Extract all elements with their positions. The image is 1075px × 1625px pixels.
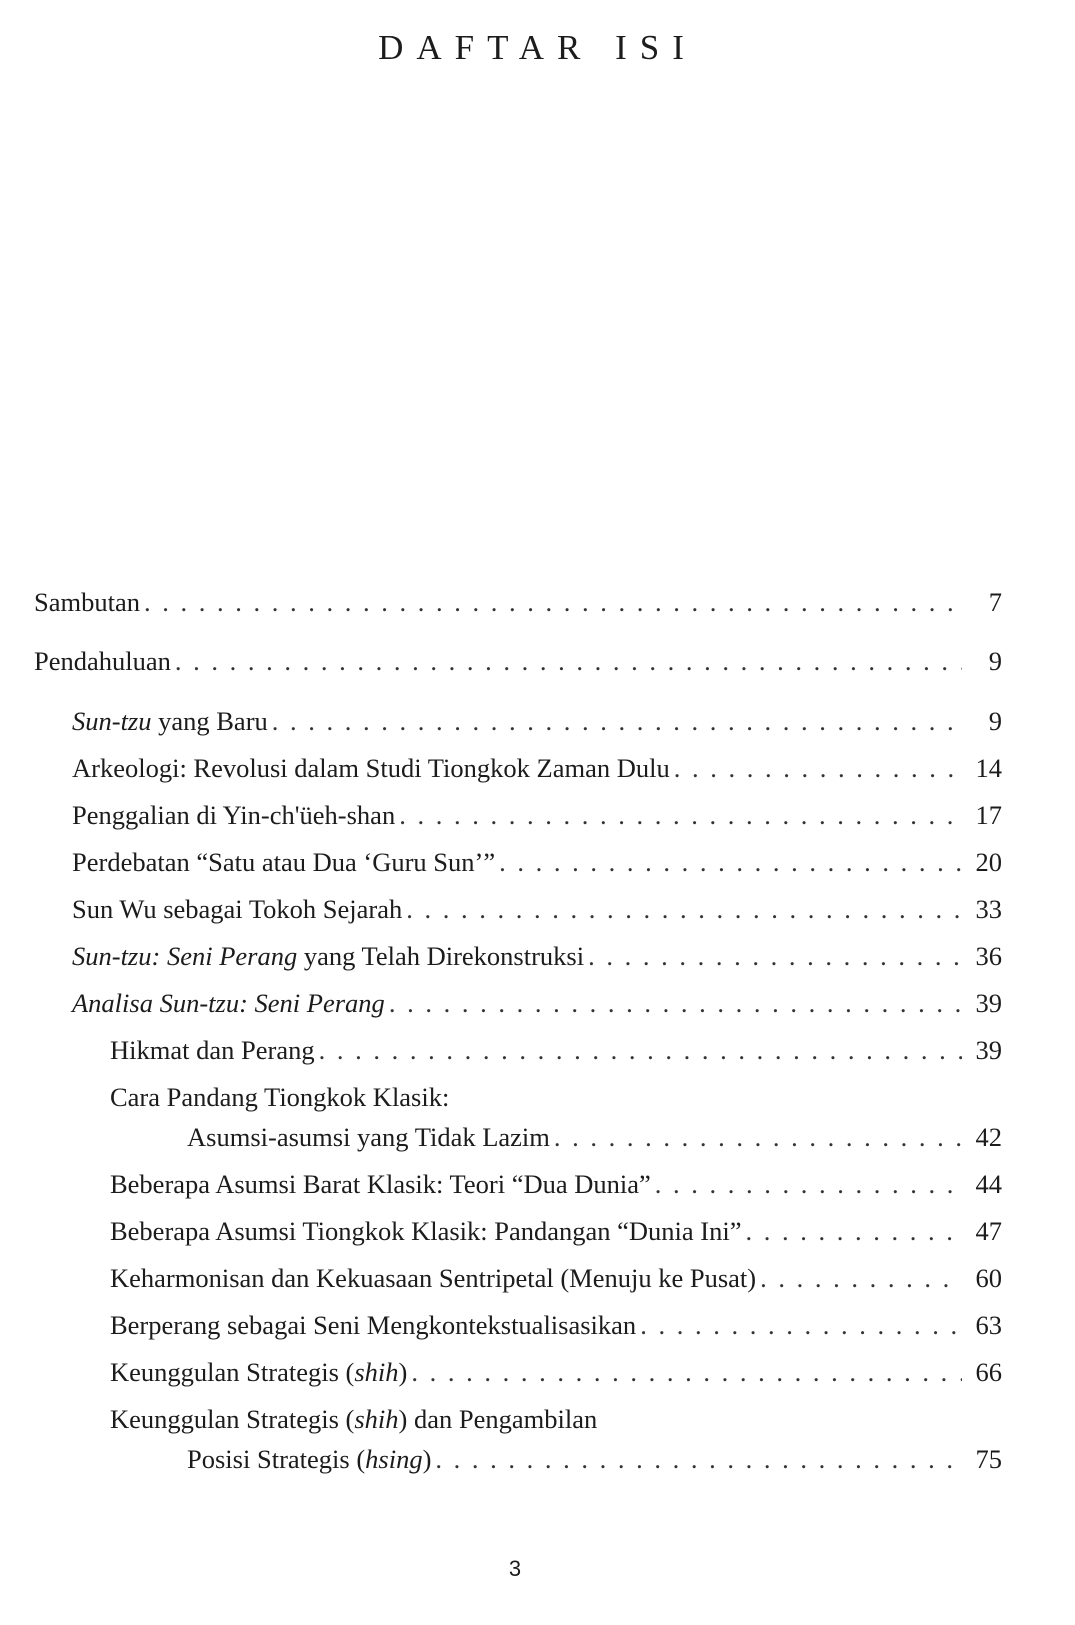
- dot-leader: [499, 846, 962, 878]
- toc-entry-arkeologi[interactable]: [72, 752, 1002, 784]
- toc-entry-label-italic: shih: [354, 1404, 399, 1434]
- toc-entry-analisa[interactable]: [72, 987, 1002, 1019]
- toc-entry-page: 42: [975, 1122, 1002, 1152]
- dot-leader: [655, 1168, 962, 1200]
- toc-entry-label: Beberapa Asumsi Barat Klasik: Teori “Dua Dunia”: [110, 1169, 651, 1199]
- dot-leader: [272, 705, 962, 737]
- toc-entry-label: Penggalian di Yin-ch'üeh-shan: [72, 800, 396, 830]
- toc-entry-label-pre: Keunggulan Strategis (: [110, 1357, 355, 1387]
- toc-entry-page: 17: [975, 800, 1002, 830]
- dot-leader: [319, 1034, 962, 1066]
- toc-entry-berperang[interactable]: [110, 1309, 1002, 1341]
- toc-entry-keunggulan-shih[interactable]: [110, 1356, 1002, 1388]
- toc-entry-page: 47: [975, 1216, 1002, 1246]
- toc-entry-label-rest: yang Telah Direkonstruksi: [297, 941, 585, 971]
- toc-entry-cara-pandang-line1: Cara Pandang Tiongkok Klasik:: [110, 1082, 450, 1112]
- toc-entry-asumsi-tiongkok[interactable]: [110, 1215, 1002, 1247]
- toc-entry-page: 44: [975, 1169, 1002, 1199]
- toc-entry-label-italic: Sun-tzu: [72, 706, 152, 736]
- page-title: DAFTAR ISI: [378, 28, 697, 67]
- toc-entry-label: Keharmonisan dan Kekuasaan Sentripetal (Menuju ke Pusat): [110, 1263, 757, 1293]
- toc-entry-label: [110, 1356, 407, 1388]
- dot-leader: [554, 1121, 962, 1153]
- toc-entry-keunggulan-hsing-line1: [110, 1403, 597, 1435]
- toc-entry-label-rest: yang Baru: [151, 706, 268, 736]
- dot-leader: [175, 645, 962, 677]
- toc-entry-penggalian[interactable]: [72, 799, 1002, 831]
- toc-entry-page: 9: [988, 706, 1002, 736]
- toc-entry-label: Sun Wu sebagai Tokoh Sejarah: [72, 894, 403, 924]
- toc-entry-keharmonisan[interactable]: [110, 1262, 1002, 1294]
- toc-entry-pendahuluan[interactable]: [34, 645, 1002, 677]
- toc-entry-sambutan[interactable]: [34, 586, 1002, 618]
- toc-entry-keunggulan-hsing[interactable]: [187, 1443, 1002, 1475]
- toc-entry-page: 33: [975, 894, 1002, 924]
- dot-leader: [406, 893, 962, 925]
- toc-entry-page: 20: [975, 847, 1002, 877]
- toc-entry-label-pre: Posisi Strategis (: [187, 1444, 366, 1474]
- dot-leader: [674, 752, 962, 784]
- toc-entry-asumsi-barat[interactable]: [110, 1168, 1002, 1200]
- toc-entry-page: 39: [975, 988, 1002, 1018]
- toc-entry-perdebatan[interactable]: [72, 846, 1002, 878]
- toc-entry-sun-tzu-baru[interactable]: [72, 705, 1002, 737]
- toc-entry-page: 14: [975, 753, 1002, 783]
- toc-entry-label: Asumsi-asumsi yang Tidak Lazim: [187, 1122, 550, 1152]
- toc-entry-page: 75: [975, 1444, 1002, 1474]
- toc-entry-page: 9: [988, 646, 1002, 676]
- toc-entry-label: [187, 1443, 431, 1475]
- dot-leader: [435, 1443, 962, 1475]
- toc-entry-label: Analisa Sun-tzu: Seni Perang: [72, 988, 385, 1018]
- toc-entry-cara-pandang[interactable]: [187, 1121, 1002, 1153]
- toc-entry-label: Beberapa Asumsi Tiongkok Klasik: Pandangan “Dunia Ini”: [110, 1216, 742, 1246]
- dot-leader: [760, 1262, 962, 1294]
- toc-entry-label: [72, 705, 268, 737]
- page-number: 3: [508, 1556, 522, 1581]
- toc-entry-direkonstruksi[interactable]: [72, 940, 1002, 972]
- toc-entry-page: 7: [988, 587, 1002, 617]
- toc-entry-label-post: ): [398, 1357, 408, 1387]
- toc-entry-sun-wu[interactable]: [72, 893, 1002, 925]
- toc-entry-hikmat[interactable]: [110, 1034, 1002, 1066]
- toc-entry-label: Arkeologi: Revolusi dalam Studi Tiongkok Zaman Dulu: [72, 753, 670, 783]
- toc-entry-label: Perdebatan “Satu atau Dua ‘Guru Sun’”: [72, 847, 496, 877]
- toc-entry-label-post: ) dan Pengambilan: [398, 1404, 598, 1434]
- dot-leader: [640, 1309, 962, 1341]
- dot-leader: [389, 987, 962, 1019]
- dot-leader: [411, 1356, 962, 1388]
- toc-entry-label-post: ): [422, 1444, 432, 1474]
- toc-entry-label-italic: shih: [354, 1357, 399, 1387]
- toc-entry-page: 36: [975, 941, 1002, 971]
- toc-entry-label: Hikmat dan Perang: [110, 1035, 315, 1065]
- toc-entry-page: 60: [975, 1263, 1002, 1293]
- toc-entry-label-pre: Keunggulan Strategis (: [110, 1404, 355, 1434]
- toc-entry-label: [72, 940, 584, 972]
- dot-leader: [144, 586, 962, 618]
- toc-entry-label: Pendahuluan: [34, 646, 171, 676]
- toc-entry-page: 39: [975, 1035, 1002, 1065]
- toc-entry-label: Berperang sebagai Seni Mengkontekstualisasikan: [110, 1310, 637, 1340]
- toc-entry-label-italic: Sun-tzu: Seni Perang: [72, 941, 298, 971]
- dot-leader: [399, 799, 962, 831]
- dot-leader: [588, 940, 962, 972]
- toc-entry-label: Sambutan: [34, 587, 140, 617]
- toc-entry-label-italic: hsing: [365, 1444, 423, 1474]
- toc-entry-page: 63: [975, 1310, 1002, 1340]
- dot-leader: [746, 1215, 962, 1247]
- toc-entry-page: 66: [975, 1357, 1002, 1387]
